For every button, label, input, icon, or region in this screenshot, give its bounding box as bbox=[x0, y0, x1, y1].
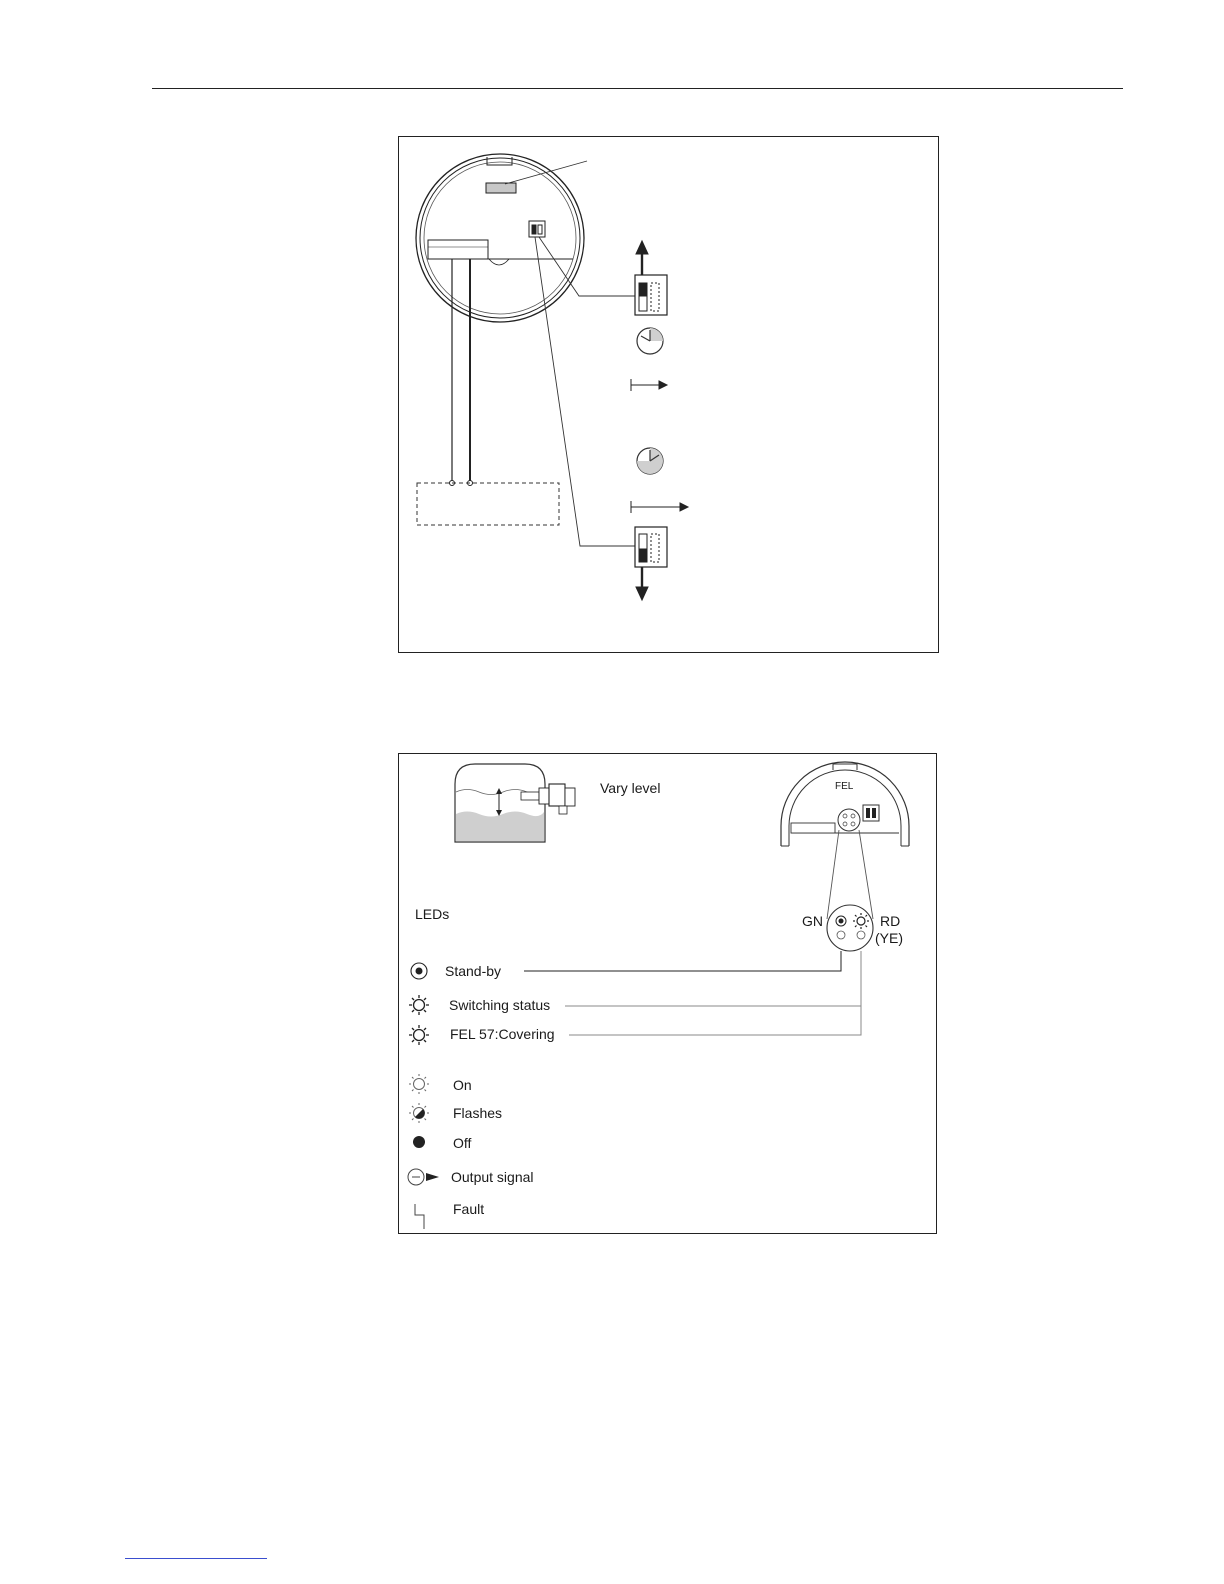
legend-fel57-covering-label: FEL 57:Covering bbox=[450, 1026, 555, 1042]
output-signal-icon bbox=[408, 1169, 439, 1185]
led-flashes-icon bbox=[409, 1103, 429, 1123]
state-off-label: Off bbox=[453, 1135, 472, 1151]
long-arrow-icon bbox=[631, 501, 688, 513]
legend-standby-label: Stand-by bbox=[445, 963, 502, 979]
nameplate-leader bbox=[505, 161, 587, 184]
led-off-icon bbox=[413, 1136, 425, 1148]
legend-switching-status-label: Switching status bbox=[449, 997, 551, 1013]
gn-label: GN bbox=[802, 913, 823, 929]
clock-short-delay-icon bbox=[637, 328, 663, 354]
dip-switch-small bbox=[529, 221, 545, 237]
vary-level-label: Vary level bbox=[600, 780, 661, 796]
led-functions-diagram bbox=[399, 754, 936, 1233]
dip-switch-upper bbox=[635, 241, 667, 315]
housing-top-view bbox=[416, 154, 584, 322]
housing-fel-label: FEL bbox=[835, 781, 854, 792]
terminal-box bbox=[417, 483, 559, 525]
output-signal-label: Output signal bbox=[451, 1169, 534, 1185]
led-sun-icon bbox=[409, 1025, 429, 1045]
ye-label: (YE) bbox=[875, 930, 903, 946]
fault-icon bbox=[415, 1204, 424, 1229]
switch-settings-diagram bbox=[399, 137, 938, 652]
led-standby-icon bbox=[411, 963, 427, 979]
dip-switch-lower bbox=[635, 527, 667, 600]
short-arrow-icon bbox=[631, 379, 667, 391]
fault-label: Fault bbox=[453, 1201, 485, 1217]
figure-led-functions bbox=[398, 753, 937, 1234]
rd-label: RD bbox=[880, 913, 901, 929]
tank-icon bbox=[455, 764, 575, 842]
led-on-icon bbox=[409, 1074, 429, 1094]
state-on-label: On bbox=[453, 1077, 472, 1093]
leds-heading: LEDs bbox=[415, 906, 450, 922]
nameplate-marker bbox=[486, 183, 516, 193]
header-rule bbox=[152, 88, 1123, 89]
state-flashes-label: Flashes bbox=[453, 1105, 503, 1121]
figure-switch-settings bbox=[398, 136, 939, 653]
footer-link-underline bbox=[125, 1558, 267, 1559]
housing-front-view bbox=[781, 762, 909, 846]
led-sun-icon bbox=[409, 995, 429, 1015]
clock-long-delay-icon bbox=[637, 448, 663, 474]
led-panel-zoom bbox=[827, 905, 873, 951]
